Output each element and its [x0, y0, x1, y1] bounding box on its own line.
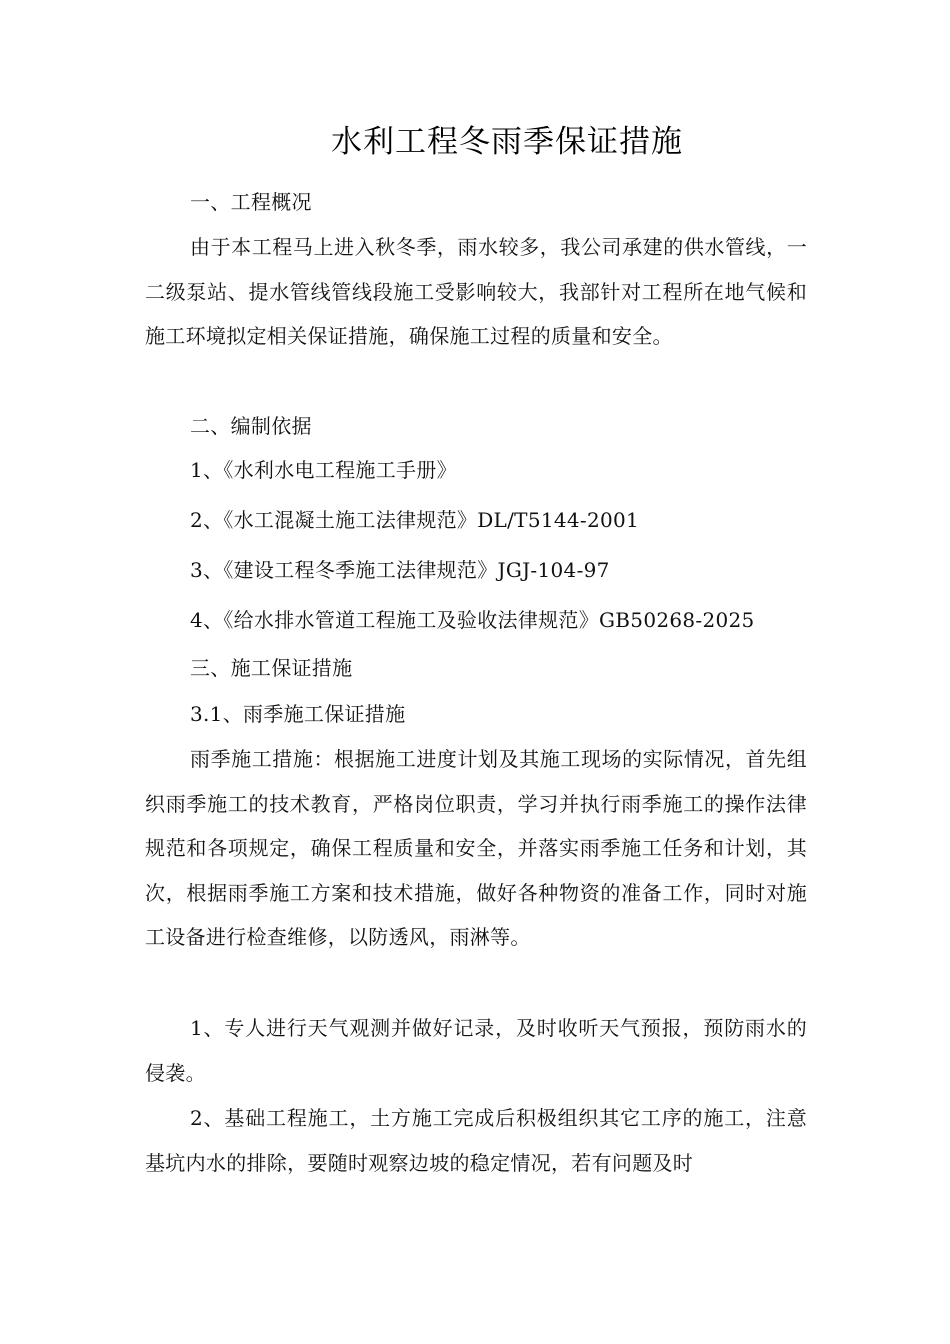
reference-item: 4、《给水排水管道工程施工及验收法律规范》GB50268-2025 — [190, 608, 755, 632]
reference-item: 2、《水工混凝土施工法律规范》DL/T5144-2001 — [190, 508, 640, 532]
measure-item-1: 1、专人进行天气观测并做好记录，及时收听天气预报，预防雨水的侵袭。 — [145, 1016, 807, 1085]
section-2-heading: 二、编制依据 — [190, 414, 312, 438]
reference-item: 1、《水利水电工程施工手册》 — [190, 458, 457, 482]
measure-item-2: 2、基础工程施工，土方施工完成后积极组织其它工序的施工，注意基坑内水的排除，要随时观察边坡的稳定情况，若有问题及时 — [145, 1106, 807, 1175]
section-1-body: 由于本工程马上进入秋冬季，雨水较多，我公司承建的供水管线，一二级泵站、提水管线管线段施工受影响较大，我部针对工程所在地气候和施工环境拟定相关保证措施，确保施工过程的质量和安全。 — [145, 235, 807, 348]
document-title: 水利工程冬雨季保证措施 — [331, 124, 683, 160]
subsection-3-1-heading: 3.1、雨季施工保证措施 — [190, 702, 406, 726]
section-1-heading: 一、工程概况 — [190, 190, 312, 214]
reference-item: 3、《建设工程冬季施工法律规范》JGJ-104-97 — [190, 558, 610, 582]
rain-measures-body: 雨季施工措施：根据施工进度计划及其施工现场的实际情况，首先组织雨季施工的技术教育，严格岗位职责，学习并执行雨季施工的操作法律规范和各项规定，确保工程质量和安全，并落实雨季施工任务和计划，其次，根据雨季施工方案和技术措施，做好各种物资的准备工作，同时对施工设备进行检查维修，以防透风，雨淋等。 — [145, 747, 807, 949]
section-3-heading: 三、施工保证措施 — [190, 656, 353, 680]
